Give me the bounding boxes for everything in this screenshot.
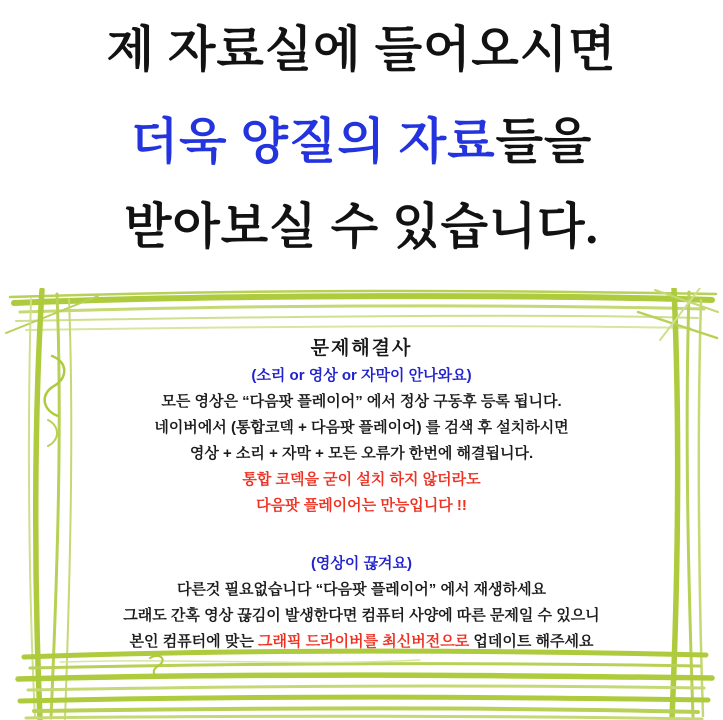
help-box-content [78, 335, 645, 655]
section2-line-3-emphasis: 그래픽 드라이버를 최신버전으로 [257, 633, 470, 650]
top-banner [0, 0, 723, 288]
banner-line-3: 받아보실 수 있습니다. [124, 199, 599, 254]
section1-line-3: 영상 + 소리 + 자막 + 모든 오류가 한번에 해결됩니다. [189, 445, 534, 462]
section1-emphasis-1: 통합 코덱을 굳이 설치 하지 않더라도 [242, 471, 481, 488]
section2-heading: (영상이 끊겨요) [310, 555, 413, 572]
banner-line-2-highlight: 더욱 양질의 자료 [130, 114, 496, 169]
section2-line-1: 다른것 필요없습니다 “다음팟 플레이어” 에서 재생하세요 [176, 581, 547, 598]
help-box [0, 288, 723, 720]
section-gap [78, 519, 645, 551]
section1-emphasis-2: 다음팟 플레이어는 만능입니다 !! [256, 497, 467, 514]
section2-line-3 [78, 629, 645, 655]
section1-heading: (소리 or 영상 or 자막이 안나와요) [251, 367, 472, 384]
section1-line-1: 모든 영상은 “다음팟 플레이어” 에서 정상 구동후 등록 됩니다. [161, 393, 562, 410]
banner-line-2-rest: 들을 [495, 114, 593, 169]
section2-line-3-suffix: 업데이트 해주세요 [469, 633, 594, 650]
section1-line-2: 네이버에서 (통합코덱 + 다음팟 플레이어) 를 검색 후 설치하시면 [154, 419, 569, 436]
section2-line-2: 그래도 간혹 영상 끊김이 발생한다면 컴퓨터 사양에 따른 문제일 수 있으니 [123, 607, 600, 624]
banner-line-1: 제 자료실에 들어오시면 [106, 22, 617, 77]
banner-line-2 [0, 112, 723, 172]
help-box-title: 문제해결사 [310, 338, 413, 359]
section2-line-3-prefix: 본인 컴퓨터에 맞는 [129, 633, 258, 650]
